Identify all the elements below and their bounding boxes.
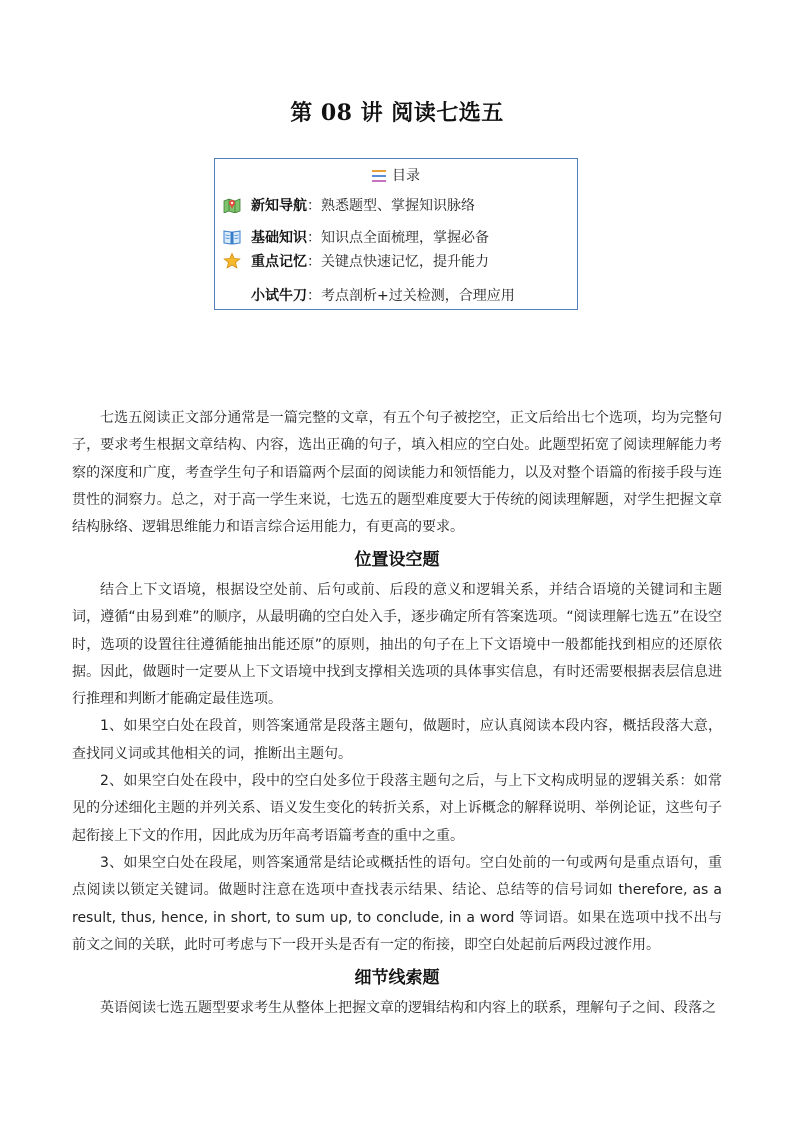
paragraph: 2、如果空白处在段中，段中的空白处多位于段落主题句之后，与上下文构成明显的逻辑关系：如常见的分述细化主题的并列关系、语义发生变化的转折关系，对上诉概念的解释说明、举例论证，这些句子起衔接上下文的作用，因此成为历年高考语篇考查的重中之重。 [72, 773, 722, 844]
toc-item-label: 基础知识 [251, 230, 307, 246]
toc-item-key-memory: 重点记忆：关键点快速记忆，提升能力 [223, 251, 489, 271]
toc-item-text: 熟悉题型、掌握知识脉络 [321, 198, 475, 214]
list-lines-icon [372, 170, 386, 182]
paragraph: 结合上下文语境，根据设空处前、后句或前、后段的意义和逻辑关系，并结合语境的关键词和主题词，遵循“由易到难”的顺序，从最明确的空白处入手，逐步确定所有答案选项。“阅读理解七选五”在设空时，选项的设置往往遵循能抽出能还原”的原则，抽出的句子在上下文语境中一般都能找到相应的还原依据。因此，做题时一定要从上下文语境中找到支撑相关选项的具体事实信息，有时还需要根据表层信息进行推理和判断才能确定最佳选项。 [72, 582, 722, 708]
toc-item-label: 重点记忆 [251, 254, 307, 270]
section-position-body [72, 577, 722, 959]
section-heading-detail: 细节线索题 [354, 968, 440, 988]
map-icon [223, 197, 241, 213]
toc-item-navigation: 新知导航：熟悉题型、掌握知识脉络 [223, 195, 475, 215]
toc-item-practice: 小试牛刀：考点剖析+过关检测，合理应用 [251, 288, 515, 304]
section-heading-position: 位置设空题 [354, 550, 440, 570]
toc-item-text: 知识点全面梳理，掌握必备 [321, 230, 489, 246]
table-of-contents [214, 158, 578, 310]
paragraph: 1、如果空白处在段首，则答案通常是段落主题句，做题时，应认真阅读本段内容，概括段落大意，查找同义词或其他相关的词，推断出主题句。 [72, 718, 722, 762]
toc-item-basics: 基础知识：知识点全面梳理，掌握必备 [223, 227, 489, 247]
paragraph: 英语阅读七选五题型要求考生从整体上把握文章的逻辑结构和内容上的联系，理解句子之间、段落之 [100, 1000, 716, 1016]
toc-heading: 目录 [392, 168, 420, 184]
paragraph: 3、如果空白处在段尾，则答案通常是结论或概括性的语句。空白处前的一句或两句是重点语句，重点阅读以锁定关键词。做题时注意在选项中查找表示结果、结论、总结等的信号词如 therefore, as a result, thus, hence, in short, to sum up, to conclude, in a word 等词语。如果在选项中找不出与前文之间的关联，此时可考虑与下一段开头是否有一定的衔接，即空白处起前后两段过渡作用。 [72, 854, 722, 953]
section-detail-body [72, 995, 722, 1022]
page-title: 第 08 讲 阅读七选五 [290, 100, 504, 126]
intro-paragraph: 七选五阅读正文部分通常是一篇完整的文章，有五个句子被挖空，正文后给出七个选项，均为完整句子，要求考生根据文章结构、内容，选出正确的句子，填入相应的空白处。此题型拓宽了阅读理解能力考察的深度和广度，考查学生句子和语篇两个层面的阅读能力和领悟能力，以及对整个语篇的衔接手段与连贯性的洞察力。总之，对于高一学生来说，七选五的题型难度要大于传统的阅读理解题，对学生把握文章结构脉络、逻辑思维能力和语言综合运用能力，有更高的要求。 [72, 410, 722, 536]
toc-item-text: 关键点快速记忆，提升能力 [321, 254, 489, 270]
star-icon [223, 253, 241, 269]
book-icon [223, 229, 241, 245]
toc-item-label: 新知导航 [251, 198, 307, 214]
intro-section [72, 405, 722, 541]
toc-item-text: 考点剖析+过关检测，合理应用 [321, 288, 515, 304]
toc-item-label: 小试牛刀 [251, 288, 307, 304]
